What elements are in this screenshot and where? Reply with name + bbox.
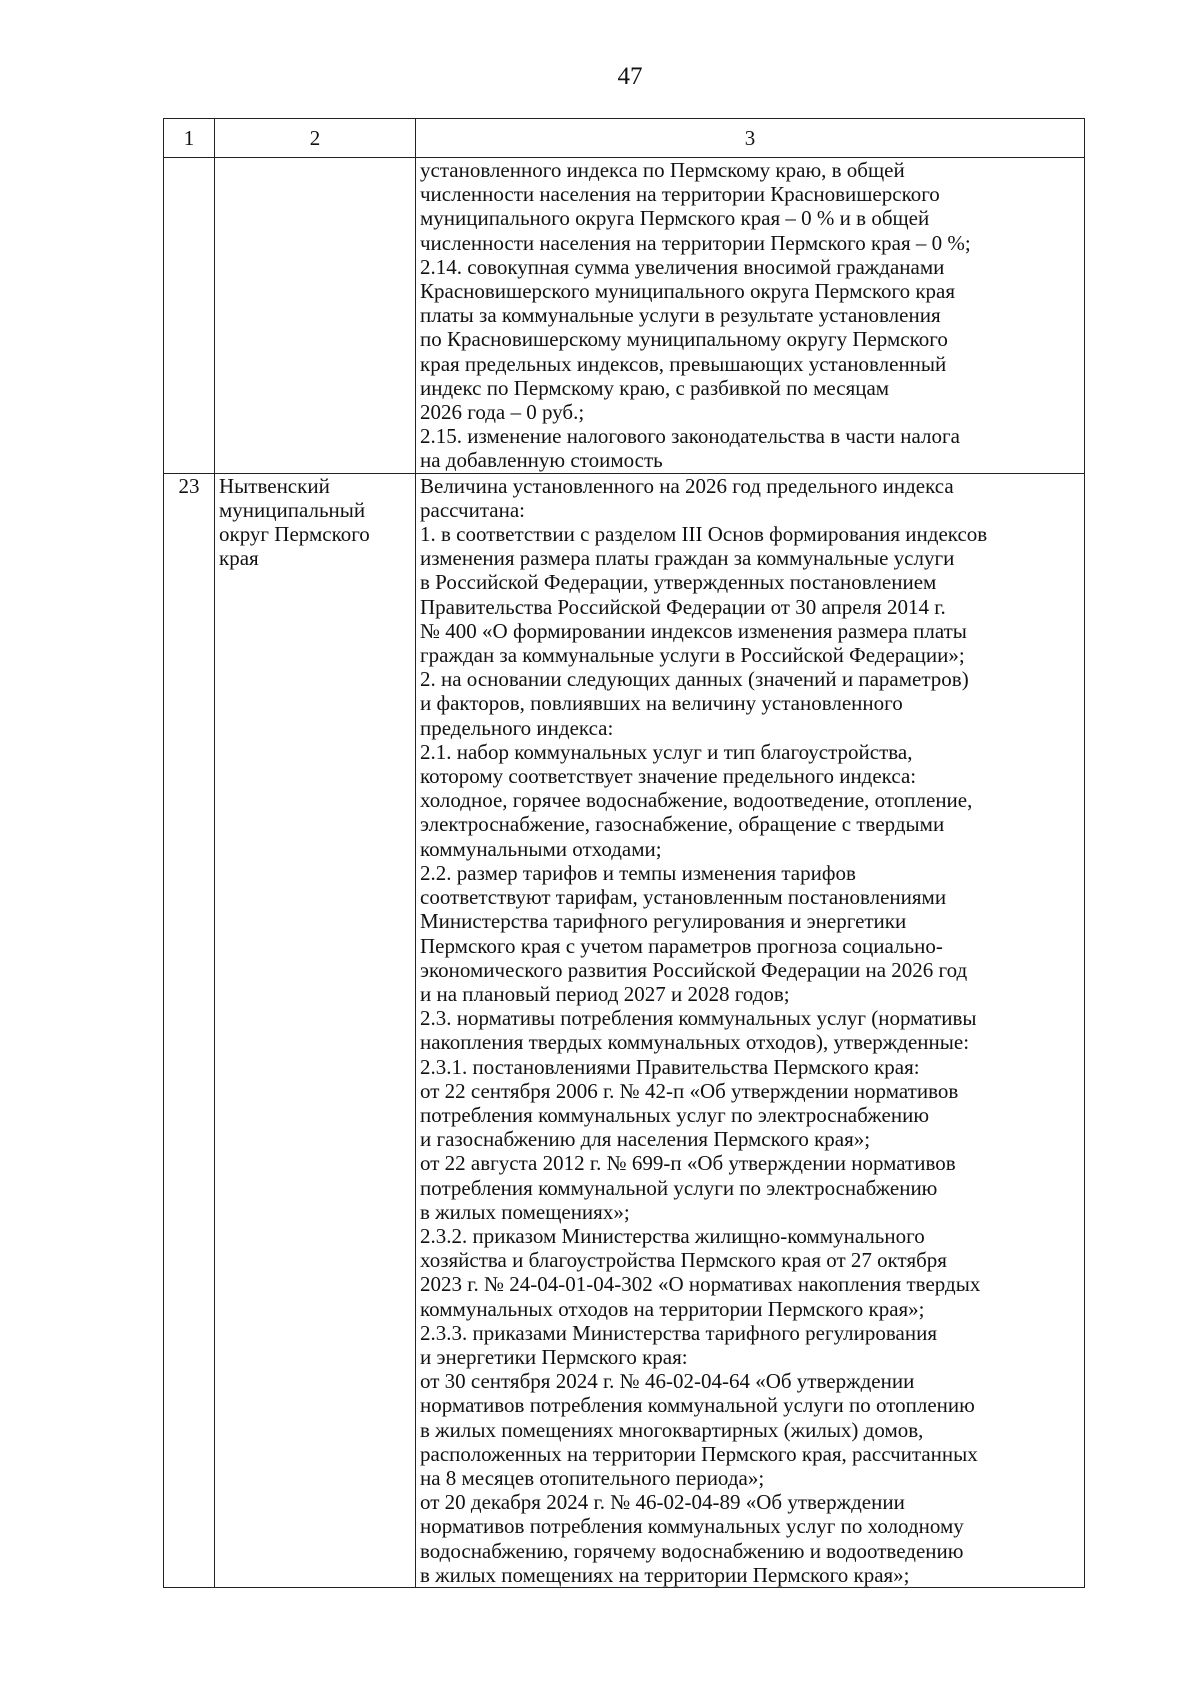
text-line: Министерства тарифного регулирования и энергетики (420, 909, 907, 934)
text-line: 2.3.3. приказами Министерства тарифного регулирования (420, 1320, 937, 1345)
text-line: края предельных индексов, превышающих установленный (420, 351, 947, 376)
text-line: от 22 августа 2012 г. № 699-п «Об утверждении нормативов (420, 1151, 956, 1176)
text-line: на добавленную стоимость (420, 448, 663, 473)
header-col-1: 1 (164, 119, 215, 158)
text-line: численности населения на территории Пермского края – 0 %; (420, 230, 971, 255)
text-line: в жилых помещениях на территории Пермского края»; (420, 1562, 910, 1587)
text-line: 2026 года – 0 руб.; (420, 400, 585, 425)
text-line: по Красновишерскому муниципальному округу Пермского (420, 327, 948, 352)
text-line: коммунальными отходами; (420, 836, 662, 861)
header-col-3: 3 (416, 119, 1085, 158)
indices-table (163, 118, 1085, 1588)
text-line: от 30 сентября 2024 г. № 46-02-04-64 «Об утверждении (420, 1369, 915, 1394)
text-line: на 8 месяцев отопительного периода»; (420, 1465, 765, 1490)
text-line: потребления коммунальных услуг по электроснабжению (420, 1102, 930, 1127)
text-line: муниципальный (219, 497, 366, 522)
table-row-23 (164, 473, 1085, 1587)
text-line: от 22 сентября 2006 г. № 42-п «Об утверждении нормативов (420, 1078, 959, 1103)
header-col-2: 2 (215, 119, 416, 158)
row-number-cell: 23 (164, 473, 215, 1587)
text-line: муниципального округа Пермского края – 0 % и в общей (420, 206, 930, 231)
text-line: 2.2. размер тарифов и темпы изменения тарифов (420, 860, 856, 885)
description-cell (416, 473, 1085, 1587)
row-number-cell (164, 158, 215, 474)
text-line: Красновишерского муниципального округа Пермского края (420, 279, 955, 304)
text-line: Пермского края с учетом параметров прогноза социально- (420, 933, 943, 958)
table-header-row (164, 119, 1085, 158)
text-line: 2.3. нормативы потребления коммунальных услуг (нормативы (420, 1006, 977, 1031)
text-line: водоснабжению, горячему водоснабжению и водоотведению (420, 1538, 964, 1563)
text-line: которому соответствует значение предельного индекса: (420, 764, 917, 789)
text-line: в жилых помещениях»; (420, 1199, 630, 1224)
municipality-name-cell (215, 473, 416, 1587)
text-line: в Российской Федерации, утвержденных постановлением (420, 570, 937, 595)
description-cell (416, 158, 1085, 474)
text-line: от 20 декабря 2024 г. № 46-02-04-89 «Об утверждении (420, 1490, 905, 1515)
text-line: коммунальных отходов на территории Пермского края»; (420, 1296, 925, 1321)
text-line: и на плановый период 2027 и 2028 годов; (420, 981, 790, 1006)
text-line: потребления коммунальной услуги по электроснабжению (420, 1175, 938, 1200)
text-line: установленного индекса по Пермскому краю, в общей (420, 158, 905, 182)
text-line: № 400 «О формировании индексов изменения размера платы (420, 618, 967, 643)
text-line: 2.3.1. постановлениями Правительства Пермского края: (420, 1054, 920, 1079)
text-line: в жилых помещениях многоквартирных (жилых) домов, (420, 1417, 924, 1442)
text-line: 2.15. изменение налогового законодательства в части налога (420, 424, 960, 449)
text-line: 1. в соответствии с разделом III Основ формирования индексов (420, 522, 988, 547)
page-number: 47 (617, 63, 643, 90)
text-line: индекс по Пермскому краю, с разбивкой по месяцам (420, 375, 890, 400)
text-line: рассчитана: (420, 497, 525, 522)
text-line: 2.3.2. приказом Министерства жилищно-коммунального (420, 1223, 925, 1248)
text-line: экономического развития Российской Федерации на 2026 год (420, 957, 968, 982)
text-line: и энергетики Пермского края: (420, 1344, 688, 1369)
text-line: и факторов, повлиявших на величину установленного (420, 691, 903, 716)
text-line: предельного индекса: (420, 715, 614, 740)
text-line: нормативов потребления коммунальных услуг по холодному (420, 1514, 964, 1539)
text-line: изменения размера платы граждан за коммунальные услуги (420, 546, 955, 571)
text-line: соответствуют тарифам, установленным постановлениями (420, 885, 947, 910)
text-line: 2. на основании следующих данных (значений и параметров) (420, 667, 969, 692)
text-line: 2.1. набор коммунальных услуг и тип благоустройства, (420, 739, 913, 764)
text-line: и газоснабжению для населения Пермского края»; (420, 1127, 871, 1152)
text-line: Нытвенский (219, 473, 330, 498)
text-line: численности населения на территории Красновишерского (420, 182, 940, 207)
text-line: накопления твердых коммунальных отходов), утвержденные: (420, 1030, 970, 1055)
text-line: платы за коммунальные услуги в результате установления (420, 303, 941, 328)
text-line: нормативов потребления коммунальной услуги по отоплению (420, 1393, 975, 1418)
text-line: округ Пермского (219, 522, 370, 547)
text-line: края (219, 546, 259, 571)
text-line: Правительства Российской Федерации от 30 апреля 2014 г. (420, 594, 946, 619)
text-line: расположенных на территории Пермского края, рассчитанных (420, 1441, 978, 1466)
table-row-continuation (164, 158, 1085, 474)
municipality-name-cell (215, 158, 416, 474)
text-line: холодное, горячее водоснабжение, водоотведение, отопление, (420, 788, 973, 813)
text-line: хозяйства и благоустройства Пермского края от 27 октября (420, 1248, 947, 1273)
text-line: граждан за коммунальные услуги в Российской Федерации»; (420, 643, 965, 668)
text-line: электроснабжение, газоснабжение, обращение с твердыми (420, 812, 945, 837)
text-line: 2023 г. № 24-04-01-04-302 «О нормативах накопления твердых (420, 1272, 981, 1297)
text-line: 2.14. совокупная сумма увеличения вносимой гражданами (420, 254, 945, 279)
text-line: Величина установленного на 2026 год предельного индекса (420, 473, 954, 498)
